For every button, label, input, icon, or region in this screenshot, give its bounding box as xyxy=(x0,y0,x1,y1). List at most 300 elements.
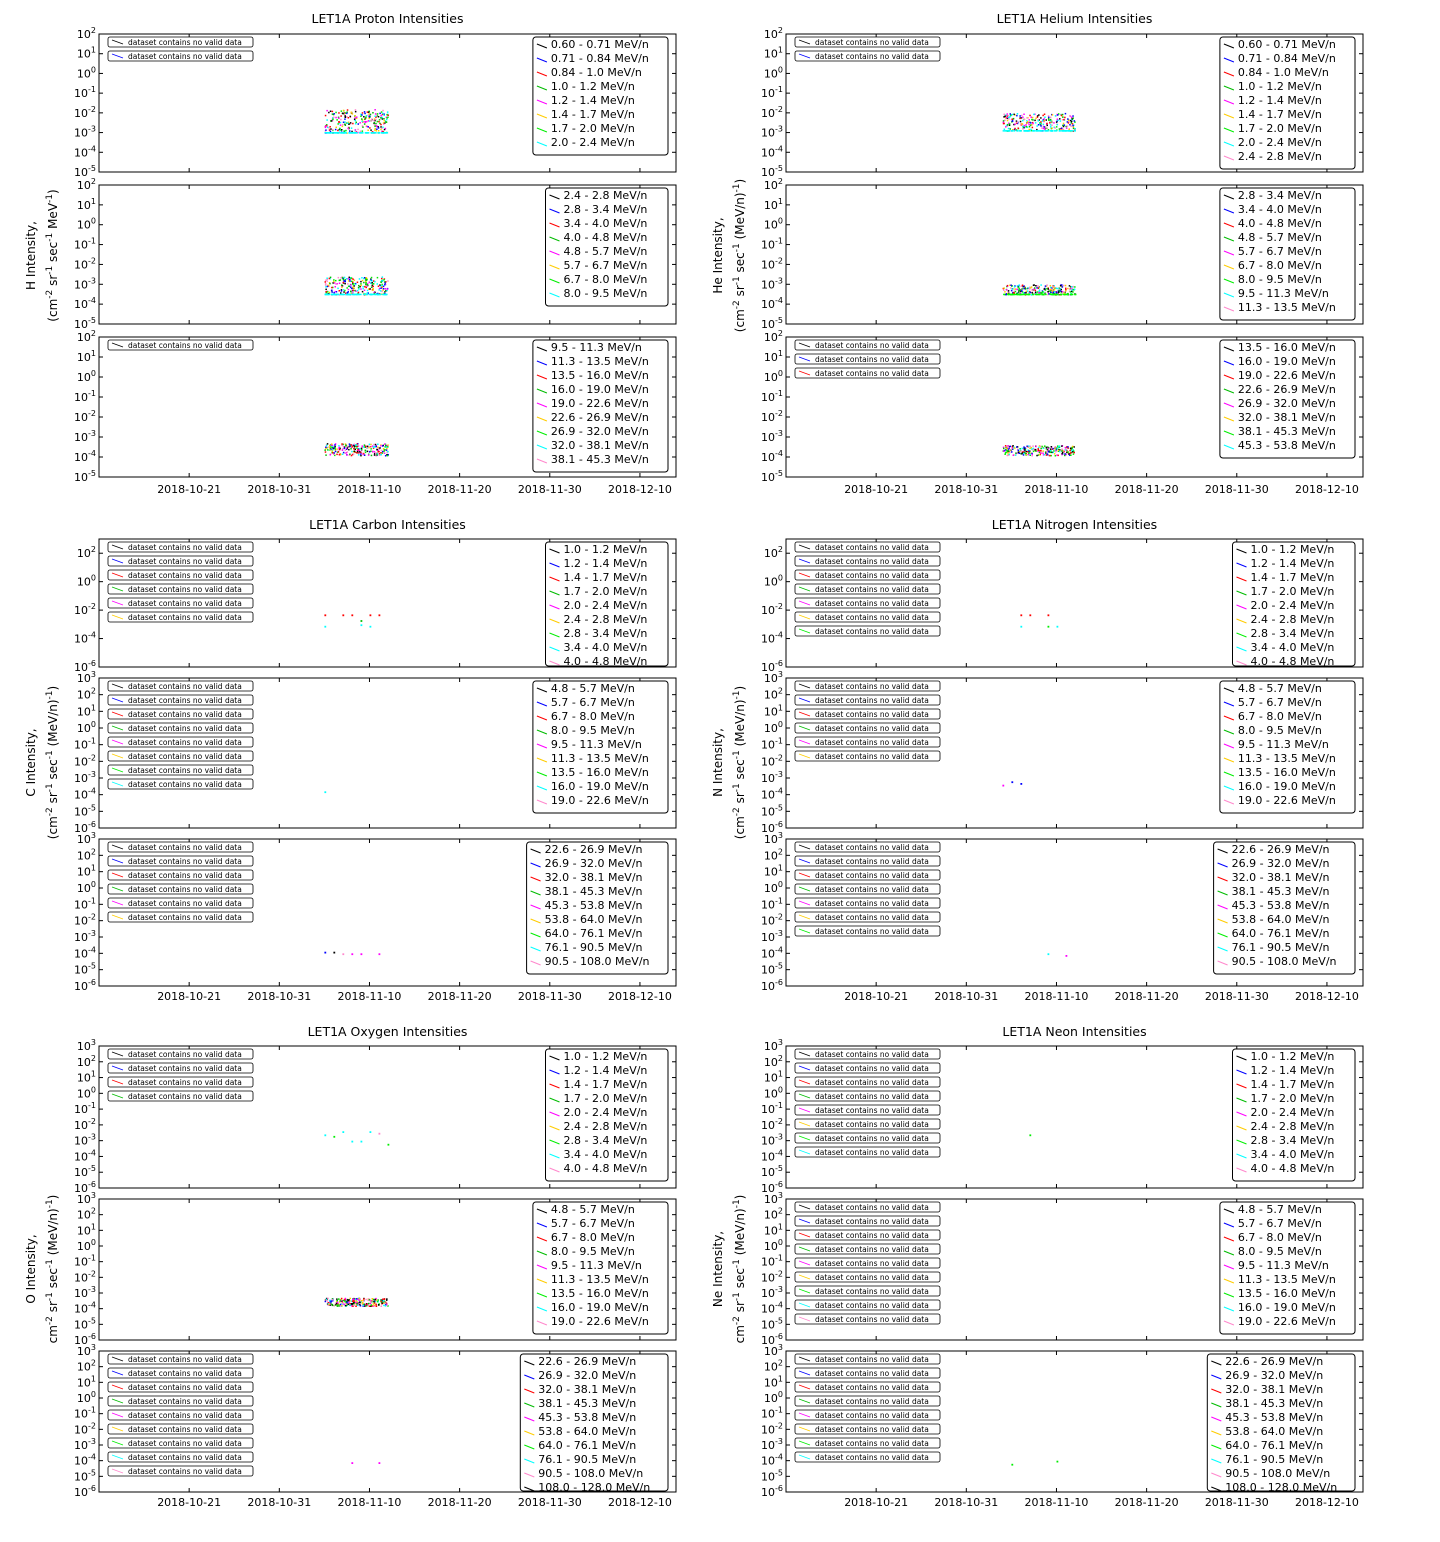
data-point xyxy=(1040,284,1042,286)
no-data-label: dataset contains no valid data xyxy=(128,52,242,61)
data-point xyxy=(347,123,349,125)
data-point xyxy=(1043,124,1045,126)
data-point xyxy=(1057,288,1059,290)
data-point xyxy=(1022,451,1024,453)
data-point xyxy=(326,119,328,121)
y-axis-label-line: Ne Intensity, xyxy=(711,1230,725,1308)
data-point xyxy=(377,121,379,123)
data-point xyxy=(1055,115,1057,117)
data-point xyxy=(1023,294,1025,296)
data-point xyxy=(386,449,388,451)
chart-title: LET1A Helium Intensities xyxy=(996,11,1153,26)
legend-label: 4.8 - 5.7 MeV/n xyxy=(1237,1203,1322,1216)
data-point xyxy=(348,286,350,288)
data-point xyxy=(385,132,387,134)
y-tick-label: $10^{-5}$ xyxy=(74,961,96,977)
data-point xyxy=(329,447,331,449)
no-data-label: dataset contains no valid data xyxy=(128,710,242,719)
legend-label: 64.0 - 76.1 MeV/n xyxy=(1231,927,1330,940)
data-point xyxy=(324,626,326,628)
data-point xyxy=(1017,289,1019,291)
data-point xyxy=(1069,124,1071,126)
legend-label: 5.7 - 6.7 MeV/n xyxy=(1237,696,1322,709)
data-point xyxy=(353,453,355,455)
data-point xyxy=(1013,130,1015,132)
y-axis-label xyxy=(24,1195,60,1344)
legend-label: 1.0 - 1.2 MeV/n xyxy=(550,80,635,93)
data-point xyxy=(377,132,379,134)
no-data-label: dataset contains no valid data xyxy=(128,1092,242,1101)
data-point xyxy=(1011,451,1013,453)
data-point xyxy=(1070,120,1072,122)
no-data-label: dataset contains no valid data xyxy=(815,1259,929,1268)
legend-label: 53.8 - 64.0 MeV/n xyxy=(1225,1425,1324,1438)
data-point xyxy=(354,115,356,117)
y-tick-label: $10^{-2}$ xyxy=(761,256,783,272)
data-point xyxy=(1031,448,1033,450)
data-point xyxy=(346,454,348,456)
data-point xyxy=(379,1462,381,1464)
data-point xyxy=(382,118,384,120)
y-tick-label: $10^{-2}$ xyxy=(74,409,96,424)
y-tick-label: $10^{-4}$ xyxy=(761,144,783,160)
y-tick-label: $10^1$ xyxy=(763,1222,783,1238)
data-point xyxy=(1040,117,1042,119)
data-point xyxy=(1063,119,1065,121)
data-point xyxy=(361,277,363,279)
no-data-label: dataset contains no valid data xyxy=(815,724,929,733)
data-point xyxy=(1061,289,1063,291)
data-point xyxy=(1019,115,1021,117)
data-point xyxy=(325,286,327,288)
data-point xyxy=(1012,288,1014,290)
data-point xyxy=(1002,785,1004,787)
data-point xyxy=(325,451,327,453)
data-point xyxy=(387,288,389,290)
legend-label: 8.0 - 9.5 MeV/n xyxy=(1237,724,1322,737)
data-point xyxy=(346,278,348,280)
chart-proton xyxy=(24,11,676,496)
data-point xyxy=(340,294,342,296)
y-axis-label xyxy=(24,189,60,321)
data-point xyxy=(356,452,358,454)
data-point xyxy=(384,1299,386,1301)
data-point xyxy=(1074,130,1076,132)
legend-label: 11.3 - 13.5 MeV/n xyxy=(550,1273,649,1286)
data-point xyxy=(349,445,351,447)
data-point xyxy=(1025,447,1027,449)
y-axis-label-line: N Intensity, xyxy=(711,728,725,797)
legend-label: 3.4 - 4.0 MeV/n xyxy=(563,641,648,654)
data-point xyxy=(349,130,351,132)
data-point xyxy=(370,120,372,122)
data-point xyxy=(381,117,383,119)
y-tick-label: $10^{-4}$ xyxy=(74,449,96,464)
data-point xyxy=(1034,287,1036,289)
data-point xyxy=(382,110,384,112)
data-point xyxy=(338,277,340,279)
data-point xyxy=(340,119,342,121)
data-point xyxy=(356,294,358,296)
y-tick-label: $10^{-3}$ xyxy=(74,770,96,785)
data-point xyxy=(1053,450,1055,452)
data-point xyxy=(1050,289,1052,291)
data-point xyxy=(1072,451,1074,453)
data-point xyxy=(1011,781,1013,783)
y-tick-label: $10^{-6}$ xyxy=(74,1484,96,1499)
legend-label: 6.7 - 8.0 MeV/n xyxy=(550,710,635,723)
data-point xyxy=(364,286,366,288)
data-point xyxy=(362,445,364,447)
data-point xyxy=(1035,285,1037,287)
y-tick-label: $10^{-4}$ xyxy=(761,449,783,464)
data-point xyxy=(1018,128,1020,130)
no-data-label: dataset contains no valid data xyxy=(815,752,929,761)
data-point xyxy=(1061,128,1063,130)
data-point xyxy=(1058,294,1060,296)
y-tick-label: $10^{-5}$ xyxy=(74,1468,96,1484)
data-point xyxy=(1023,127,1024,129)
data-point xyxy=(346,287,348,289)
data-point xyxy=(1066,294,1068,296)
data-point xyxy=(1053,122,1055,124)
legend-label: 53.8 - 64.0 MeV/n xyxy=(1231,913,1330,926)
data-point xyxy=(328,112,330,114)
data-point xyxy=(353,1301,355,1303)
data-point xyxy=(360,116,362,118)
no-data-label: dataset contains no valid data xyxy=(815,1134,929,1143)
data-point xyxy=(1017,286,1019,288)
data-point xyxy=(345,1298,347,1300)
y-tick-label: $10^3$ xyxy=(763,831,783,846)
data-point xyxy=(1038,447,1040,449)
y-tick-label: $10^{-3}$ xyxy=(74,1285,96,1300)
data-point xyxy=(369,282,371,284)
no-data-label: dataset contains no valid data xyxy=(815,1120,929,1129)
data-point xyxy=(1047,128,1049,130)
data-point xyxy=(382,289,384,291)
no-data-label: dataset contains no valid data xyxy=(815,627,929,636)
data-point xyxy=(1070,452,1072,454)
y-tick-label: $10^0$ xyxy=(763,720,783,735)
y-tick-label: $10^{-1}$ xyxy=(74,736,96,752)
data-point xyxy=(1062,119,1064,121)
data-point xyxy=(361,118,363,120)
data-point xyxy=(368,113,370,115)
data-point xyxy=(1069,285,1071,287)
data-point xyxy=(1004,120,1006,122)
data-point xyxy=(368,111,370,113)
data-point xyxy=(351,277,353,279)
data-point xyxy=(335,286,337,288)
data-point xyxy=(1071,289,1073,291)
data-point xyxy=(1004,114,1006,116)
no-data-label: dataset contains no valid data xyxy=(128,780,242,789)
y-tick-label: $10^{-2}$ xyxy=(761,753,783,769)
data-point xyxy=(1003,287,1005,289)
no-data-label: dataset contains no valid data xyxy=(128,1439,242,1448)
y-tick-label: $10^{-4}$ xyxy=(761,1148,783,1164)
data-point xyxy=(331,1304,333,1306)
y-tick-label: $10^{-4}$ xyxy=(761,1300,783,1316)
data-point xyxy=(333,279,335,281)
y-tick-label: $10^0$ xyxy=(76,1085,96,1101)
data-point xyxy=(381,278,383,280)
legend-label: 2.4 - 2.8 MeV/n xyxy=(1237,150,1322,163)
data-point xyxy=(362,288,364,290)
legend-label: 45.3 - 53.8 MeV/n xyxy=(544,899,643,912)
data-point xyxy=(375,444,377,446)
data-point xyxy=(1019,294,1021,296)
legend-label: 45.3 - 53.8 MeV/n xyxy=(1231,899,1330,912)
data-point xyxy=(382,1299,384,1301)
data-point xyxy=(364,290,366,292)
data-point xyxy=(375,123,377,125)
data-point xyxy=(332,129,334,131)
data-point xyxy=(355,123,357,125)
data-point xyxy=(374,118,376,120)
y-tick-label: $10^{-3}$ xyxy=(761,276,783,292)
data-point xyxy=(360,288,362,290)
data-point xyxy=(381,291,383,293)
data-point xyxy=(1029,287,1031,289)
data-point xyxy=(1047,125,1049,127)
data-point xyxy=(1035,292,1037,294)
no-data-label: dataset contains no valid data xyxy=(128,1355,242,1364)
panel-2 xyxy=(761,177,1363,331)
y-tick-label: $10^{-6}$ xyxy=(761,1332,783,1347)
data-point xyxy=(1046,130,1048,132)
data-point xyxy=(325,284,327,286)
data-point xyxy=(1012,447,1014,449)
data-point xyxy=(339,290,341,292)
x-tick-label: 2018-10-21 xyxy=(157,1496,222,1509)
y-axis-label xyxy=(711,1195,747,1344)
data-point xyxy=(382,1302,384,1304)
chart-title: LET1A Proton Intensities xyxy=(311,11,464,26)
data-point xyxy=(372,451,374,453)
data-point xyxy=(1072,291,1074,293)
x-tick-label: 2018-11-30 xyxy=(1204,1496,1269,1509)
legend-label: 2.0 - 2.4 MeV/n xyxy=(1250,599,1335,612)
data-point xyxy=(1011,1464,1013,1466)
data-point xyxy=(1020,783,1022,785)
data-point xyxy=(345,450,347,452)
data-point xyxy=(374,116,376,118)
data-point xyxy=(1044,454,1046,456)
data-point xyxy=(1071,117,1073,119)
data-point xyxy=(1060,290,1062,292)
y-tick-label: $10^{-3}$ xyxy=(761,1132,783,1148)
legend-label: 1.2 - 1.4 MeV/n xyxy=(1250,557,1335,570)
data-point xyxy=(1056,126,1058,128)
legend-label: 8.0 - 9.5 MeV/n xyxy=(1237,1245,1322,1258)
legend-label: 22.6 - 26.9 MeV/n xyxy=(544,843,643,856)
no-data-label: dataset contains no valid data xyxy=(128,599,242,608)
no-data-label: dataset contains no valid data xyxy=(815,899,929,908)
no-data-label: dataset contains no valid data xyxy=(128,38,242,47)
data-point xyxy=(355,449,357,451)
y-tick-label: $10^{-5}$ xyxy=(74,164,96,179)
y-tick-label: $10^{-5}$ xyxy=(761,1468,783,1484)
data-point xyxy=(378,451,380,453)
data-point xyxy=(332,450,334,452)
data-point xyxy=(1003,123,1005,125)
data-point xyxy=(343,289,345,291)
legend-label: 19.0 - 22.6 MeV/n xyxy=(1237,1315,1336,1328)
legend-label: 1.0 - 1.2 MeV/n xyxy=(563,1050,648,1063)
data-point xyxy=(329,283,331,285)
no-data-label: dataset contains no valid data xyxy=(815,1217,929,1226)
legend-label: 26.9 - 32.0 MeV/n xyxy=(1237,397,1336,410)
data-point xyxy=(380,115,382,117)
data-point xyxy=(362,286,364,288)
data-point xyxy=(1052,289,1054,291)
data-point xyxy=(1037,291,1039,293)
data-point xyxy=(1032,290,1034,292)
data-point xyxy=(370,444,372,446)
data-point xyxy=(370,129,372,131)
y-tick-label: $10^{-6}$ xyxy=(761,1484,783,1499)
y-tick-label: $10^{-1}$ xyxy=(761,85,783,101)
data-point xyxy=(1050,285,1052,287)
no-data-label: dataset contains no valid data xyxy=(815,1273,929,1282)
data-point xyxy=(357,129,359,131)
legend-label: 2.0 - 2.4 MeV/n xyxy=(1237,136,1322,149)
data-point xyxy=(1072,115,1074,117)
data-point xyxy=(375,128,377,130)
data-point xyxy=(1015,452,1017,454)
y-tick-label: $10^0$ xyxy=(763,1085,783,1101)
data-point xyxy=(327,1298,329,1300)
data-point xyxy=(364,444,366,446)
data-point xyxy=(330,111,332,113)
data-point xyxy=(1046,447,1048,449)
data-point xyxy=(1062,449,1064,451)
no-data-label: dataset contains no valid data xyxy=(128,696,242,705)
data-point xyxy=(368,288,370,290)
legend-label: 26.9 - 32.0 MeV/n xyxy=(1231,857,1330,870)
data-point xyxy=(387,115,389,117)
data-point xyxy=(361,624,363,626)
legend-label: 9.5 - 11.3 MeV/n xyxy=(1237,738,1329,751)
data-point xyxy=(351,112,353,114)
no-data-label: dataset contains no valid data xyxy=(815,543,929,552)
data-point xyxy=(327,127,329,129)
data-point xyxy=(1067,446,1069,448)
y-tick-label: $10^{-2}$ xyxy=(761,602,783,618)
data-point xyxy=(324,952,326,954)
data-point xyxy=(1062,286,1064,288)
data-point xyxy=(360,283,362,285)
data-point xyxy=(1014,286,1016,288)
legend-label: 19.0 - 22.6 MeV/n xyxy=(550,397,649,410)
data-point xyxy=(378,116,380,118)
data-point xyxy=(1005,126,1007,128)
data-point xyxy=(1026,454,1028,456)
data-point xyxy=(358,292,360,294)
no-data-label: dataset contains no valid data xyxy=(815,927,929,936)
data-point xyxy=(1043,130,1045,132)
data-point xyxy=(379,447,381,449)
no-data-label: dataset contains no valid data xyxy=(128,1411,242,1420)
legend-label: 76.1 - 90.5 MeV/n xyxy=(538,1453,637,1466)
y-tick-label: $10^2$ xyxy=(76,847,96,863)
data-point xyxy=(342,953,344,955)
data-point xyxy=(1006,289,1008,291)
data-point xyxy=(333,952,335,954)
data-point xyxy=(366,282,368,284)
y-tick-label: $10^0$ xyxy=(76,65,96,81)
legend-label: 4.8 - 5.7 MeV/n xyxy=(1237,682,1322,695)
data-point xyxy=(1013,114,1015,116)
y-axis-label-line: $cm^{-2}$ $sr^{-1}$ $\sec^{-1} (MeV/n)^{-1}$) xyxy=(45,1194,60,1344)
data-point xyxy=(1009,454,1011,456)
data-point xyxy=(1021,294,1023,296)
data-point xyxy=(1005,294,1007,296)
no-data-label: dataset contains no valid data xyxy=(815,613,929,622)
x-tick-label: 2018-10-31 xyxy=(934,1496,999,1509)
panel-1 xyxy=(761,1038,1363,1195)
data-point xyxy=(360,453,362,455)
data-point xyxy=(1008,115,1010,117)
data-point xyxy=(1050,126,1052,128)
data-point xyxy=(1042,115,1044,117)
no-data-label: dataset contains no valid data xyxy=(128,885,242,894)
data-point xyxy=(373,444,375,446)
y-axis-label-line: ($cm^{-2}$ $sr^{-1}$ $\sec^{-1} (MeV/n)^{-1}$) xyxy=(45,685,60,840)
data-point xyxy=(1053,286,1055,288)
data-point xyxy=(375,113,377,115)
data-point xyxy=(370,114,372,116)
data-point xyxy=(358,287,360,289)
data-point xyxy=(1019,118,1021,120)
y-tick-label: $10^{-6}$ xyxy=(761,659,783,674)
data-point xyxy=(1067,451,1069,453)
y-tick-label: $10^0$ xyxy=(76,880,96,895)
data-point xyxy=(376,129,378,131)
data-point xyxy=(1031,292,1033,294)
data-point xyxy=(326,294,328,296)
panel-2 xyxy=(761,670,1363,835)
data-point xyxy=(1010,446,1012,448)
data-point xyxy=(370,283,372,285)
data-point xyxy=(1013,294,1015,296)
data-point xyxy=(1046,123,1048,125)
data-point xyxy=(1017,122,1019,124)
data-point xyxy=(373,1303,375,1305)
data-point xyxy=(1040,125,1042,127)
data-point xyxy=(1035,450,1037,452)
data-point xyxy=(382,131,384,133)
data-point xyxy=(351,953,353,955)
legend-label: 1.4 - 1.7 MeV/n xyxy=(1237,108,1322,121)
data-point xyxy=(343,452,345,454)
data-point xyxy=(1060,120,1062,122)
no-data-label: dataset contains no valid data xyxy=(128,1078,242,1087)
data-point xyxy=(364,113,366,115)
x-tick-label: 2018-10-21 xyxy=(157,483,222,496)
x-tick-label: 2018-10-31 xyxy=(247,990,312,1003)
data-point xyxy=(1049,122,1051,124)
legend-label: 9.5 - 11.3 MeV/n xyxy=(550,738,642,751)
data-point xyxy=(1055,294,1057,296)
data-point xyxy=(344,290,346,292)
legend-label: 0.84 - 1.0 MeV/n xyxy=(1237,66,1329,79)
data-point xyxy=(330,454,332,456)
legend-label: 13.5 - 16.0 MeV/n xyxy=(550,766,649,779)
legend-label: 1.2 - 1.4 MeV/n xyxy=(563,1064,648,1077)
